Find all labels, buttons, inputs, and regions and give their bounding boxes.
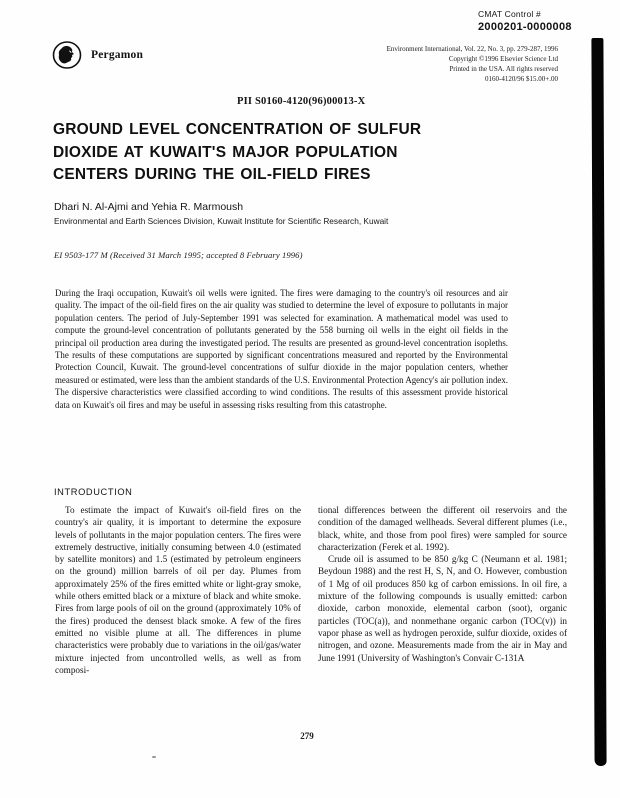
authors: Dhari N. Al-Ajmi and Yehia R. Marmoush <box>54 201 244 213</box>
body-paragraph: tional differences between the different oil reservoirs and the condition of the damaged wellheads. Several different plumes (i.e., black, white, and those from pool fires) were sampled for source characterization (Ferek et al. 1992). <box>318 505 567 552</box>
journal-imprint <box>258 44 558 84</box>
pergamon-logo-icon <box>52 40 84 70</box>
paper-title <box>53 119 473 187</box>
pii-code: PII S0160-4120(96)00013-X <box>237 96 366 107</box>
scan-artifact-speck <box>152 756 156 758</box>
left-column <box>55 504 301 676</box>
control-stamp <box>478 9 588 33</box>
title-line-3: CENTERS DURING THE OIL-FIELD FIRES <box>53 166 371 183</box>
publisher-name: Pergamon <box>91 49 144 61</box>
body-paragraph: Crude oil is assumed to be 850 g/kg C (Neumann et al. 1981; Beydoun 1988) and the rest H, S, N, and O. However, combustion of 1 Mg of oil produces 850 kg of carbon emissions. In oil fire, a mixture of the following compounds is usually emitted: carbon dioxide, carbon monoxide, elemental carbon (soot), organic particles (TOC(a)), and nonmethane organic carbon (TOC(v)) in vapor phase as well as hydrogen peroxide, sulfur dioxide, oxides of nitrogen, and ozone. Measurements made from the air in May and June 1991 (University of Washington's Convair C-131A <box>318 554 567 663</box>
copyright-line: Copyright ©1996 Elsevier Science Ltd <box>448 55 558 63</box>
printed-line: Printed in the USA. All rights reserved <box>449 65 558 73</box>
received-dates: EI 9503-177 M (Received 31 March 1995; accepted 8 February 1996) <box>54 250 303 260</box>
abstract: During the Iraqi occupation, Kuwait's oil wells were ignited. The fires were damaging to the country's oil resources and air quality. The impact of the oil-field fires on the air quality was studied to determine the level of exposure to pollutants in major population centers. The period of July-September 1991 was selected for examination. A mathematical model was used to compute the ground-level concentration of pollutants generated by the 558 burning oil wells in the eight oil fields in the principal oil production area during the investigated period. The results are presented as ground-level concentration isopleths. The results of these computations are supported by significant concentrations measured and reported by the Environmental Protection Council, Kuwait. The ground-level concentrations of sulfur dioxide in the major population centers, whether measured or estimated, were less than the ambient standards of the U.S. Environmental Protection Agency's air pollution index. The dispersive characteristics were classified according to wind conditions. The results of this assessment provide historical data on Kuwait's oil fires and may be useful in assessing risks resulting from this catastrophe. <box>55 288 508 410</box>
title-line-2: DIOXIDE AT KUWAIT'S MAJOR POPULATION <box>53 143 398 161</box>
control-number: 2000201-0000008 <box>478 21 572 33</box>
issn-price-line: 0160-4120/96 $15.00+.00 <box>485 75 558 83</box>
publisher-block <box>52 40 143 70</box>
scan-artifact-bar <box>591 38 606 766</box>
journal-line: Environment International, Vol. 22, No. 3, pp. 279-287, 1996 <box>386 45 558 53</box>
control-label: CMAT Control # <box>478 9 541 19</box>
right-column <box>318 504 567 676</box>
page-number: 279 <box>300 731 314 741</box>
title-line-1: GROUND LEVEL CONCENTRATION OF SULFUR <box>53 121 422 138</box>
section-heading-introduction: INTRODUCTION <box>54 487 133 497</box>
body-paragraph: To estimate the impact of Kuwait's oil-field fires on the country's air quality, it is important to determine the exposure levels of pollutants in the major population centers. The fires were extremely destructive, initially consuming between 4.0 (estimated by satellite monitors) and 1.5 (estimated by petroleum engineers on the ground) million barrels of oil per day. Plumes from approximately 25% of the fires emitted white or light-gray smoke, while others emitted black or a mixture of black and white smoke. Fires from large pools of oil on the ground (approximately 10% of the fires) produced the densest black smoke. A few of the fires emitted no visible plume at all. The differences in plume characteristics were probably due to variations in the oil/gas/water mixture injected from uncontrolled wells, as well as from composi- <box>55 505 301 675</box>
two-column-body <box>55 504 567 676</box>
affiliation: Environmental and Earth Sciences Division, Kuwait Institute for Scientific Research, Kuwait <box>54 216 389 226</box>
